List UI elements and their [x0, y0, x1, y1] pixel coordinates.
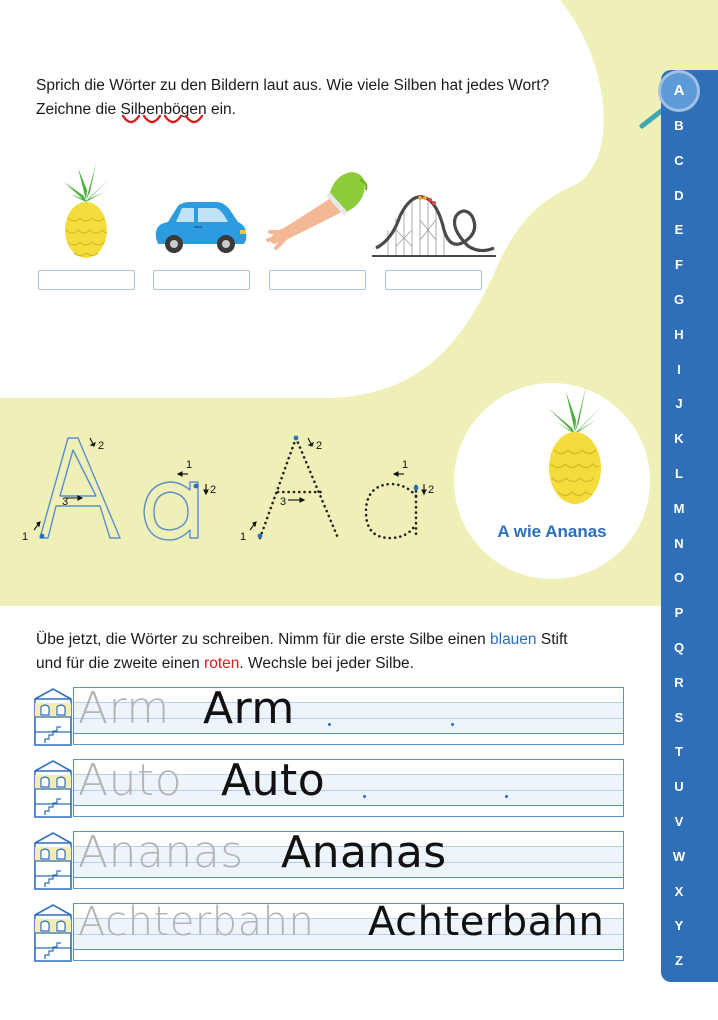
start-dot: [505, 795, 508, 798]
alphabet-letter[interactable]: X: [674, 883, 684, 899]
alphabet-letter[interactable]: N: [674, 535, 684, 551]
stroke-number: 2: [428, 484, 435, 496]
word-template-gray: Arm: [78, 683, 170, 734]
house-icon: [33, 903, 73, 963]
alphabet-letter[interactable]: P: [674, 605, 684, 621]
roller-coaster-icon: [372, 190, 496, 260]
letter-a-tracing-solid: [20, 430, 220, 550]
alphabet-letter[interactable]: Q: [673, 640, 685, 655]
task1-instructions: [36, 74, 616, 122]
word-example-black: Ananas: [281, 827, 447, 878]
task2-instructions: [36, 628, 616, 676]
alphabet-letter[interactable]: L: [675, 466, 683, 481]
word-example-black: Achterbahn: [368, 899, 605, 945]
start-dot: [363, 795, 366, 798]
house-icon: [33, 759, 73, 819]
house-icon: [33, 687, 73, 747]
alphabet-letter[interactable]: K: [674, 431, 684, 447]
circle-label: A wie Ananas: [497, 522, 607, 541]
alphabet-letter[interactable]: I: [677, 361, 681, 377]
answer-box-1[interactable]: [38, 270, 135, 290]
stroke-number: 1: [22, 531, 29, 543]
start-dot: [451, 723, 454, 726]
alphabet-letter[interactable]: G: [673, 292, 685, 307]
start-dot: [328, 723, 331, 726]
alphabet-letter[interactable]: C: [674, 152, 684, 168]
alphabet-letter[interactable]: R: [674, 674, 684, 690]
alphabet-letter[interactable]: W: [672, 848, 686, 864]
alphabet-letter[interactable]: D: [674, 187, 684, 203]
task1-line1: Sprich die Wörter zu den Bildern laut aus. Wie viele Silben hat jedes Wort?: [36, 77, 550, 94]
task2-line1: Übe jetzt, die Wörter zu schreiben. Nimm für die erste Silbe einen blauen Stift: [36, 631, 568, 648]
word-example-black: Arm: [203, 683, 295, 734]
alphabet-letter[interactable]: U: [674, 779, 684, 795]
alphabet-letter[interactable]: F: [675, 257, 683, 273]
stroke-number: 2: [316, 440, 323, 452]
car-icon: [150, 198, 250, 260]
pineapple-icon: [542, 384, 608, 506]
stroke-number: 2: [210, 484, 217, 496]
alphabet-letter[interactable]: Y: [674, 918, 684, 934]
alphabet-letter[interactable]: E: [674, 222, 684, 238]
alphabet-letter[interactable]: S: [674, 709, 684, 725]
word-template-gray: Achterbahn: [78, 899, 315, 945]
practice-row-ananas: [33, 827, 625, 891]
blue-word: blauen: [490, 631, 537, 648]
alphabet-letter[interactable]: J: [675, 396, 683, 412]
pineapple-icon: [56, 160, 116, 260]
answer-box-3[interactable]: [269, 270, 366, 290]
answer-box-4[interactable]: [385, 270, 482, 290]
alphabet-letter[interactable]: Z: [675, 953, 683, 969]
alphabet-letter[interactable]: M: [673, 500, 685, 516]
practice-row-arm: [33, 683, 625, 747]
arm-icon: [264, 170, 374, 252]
answer-box-2[interactable]: [153, 270, 250, 290]
alphabet-letter[interactable]: B: [674, 118, 684, 133]
stroke-number: 1: [186, 459, 193, 471]
letter-a-tracing-dotted: [238, 430, 438, 550]
stroke-number: 3: [62, 496, 69, 508]
practice-row-auto: [33, 755, 625, 819]
stroke-number: 1: [402, 459, 409, 471]
word-example-black: Auto: [221, 755, 326, 806]
syllable-arcs-icon: [120, 114, 206, 126]
alphabet-letter[interactable]: T: [675, 744, 683, 760]
task2-line2: und für die zweite einen roten. Wechsle bei jeder Silbe.: [36, 655, 414, 672]
word-template-gray: Ananas: [78, 827, 244, 878]
practice-row-achterbahn: [33, 899, 625, 963]
stroke-number: 3: [280, 496, 287, 508]
alphabet-letter-active[interactable]: A: [661, 73, 697, 109]
alphabet-letter[interactable]: V: [674, 814, 684, 829]
stroke-number: 2: [98, 440, 105, 452]
red-word: roten: [204, 655, 240, 672]
syllable-arcs-word: Silbenbögen: [120, 98, 206, 122]
alphabet-letter[interactable]: H: [674, 326, 684, 342]
word-template-gray: Auto: [78, 755, 183, 806]
alphabet-sidebar: [661, 70, 718, 982]
house-icon: [33, 831, 73, 891]
stroke-number: 1: [240, 531, 247, 543]
alphabet-letter[interactable]: O: [673, 570, 685, 586]
task1-line2: Zeichne die Silbenbögen ein.: [36, 98, 616, 122]
